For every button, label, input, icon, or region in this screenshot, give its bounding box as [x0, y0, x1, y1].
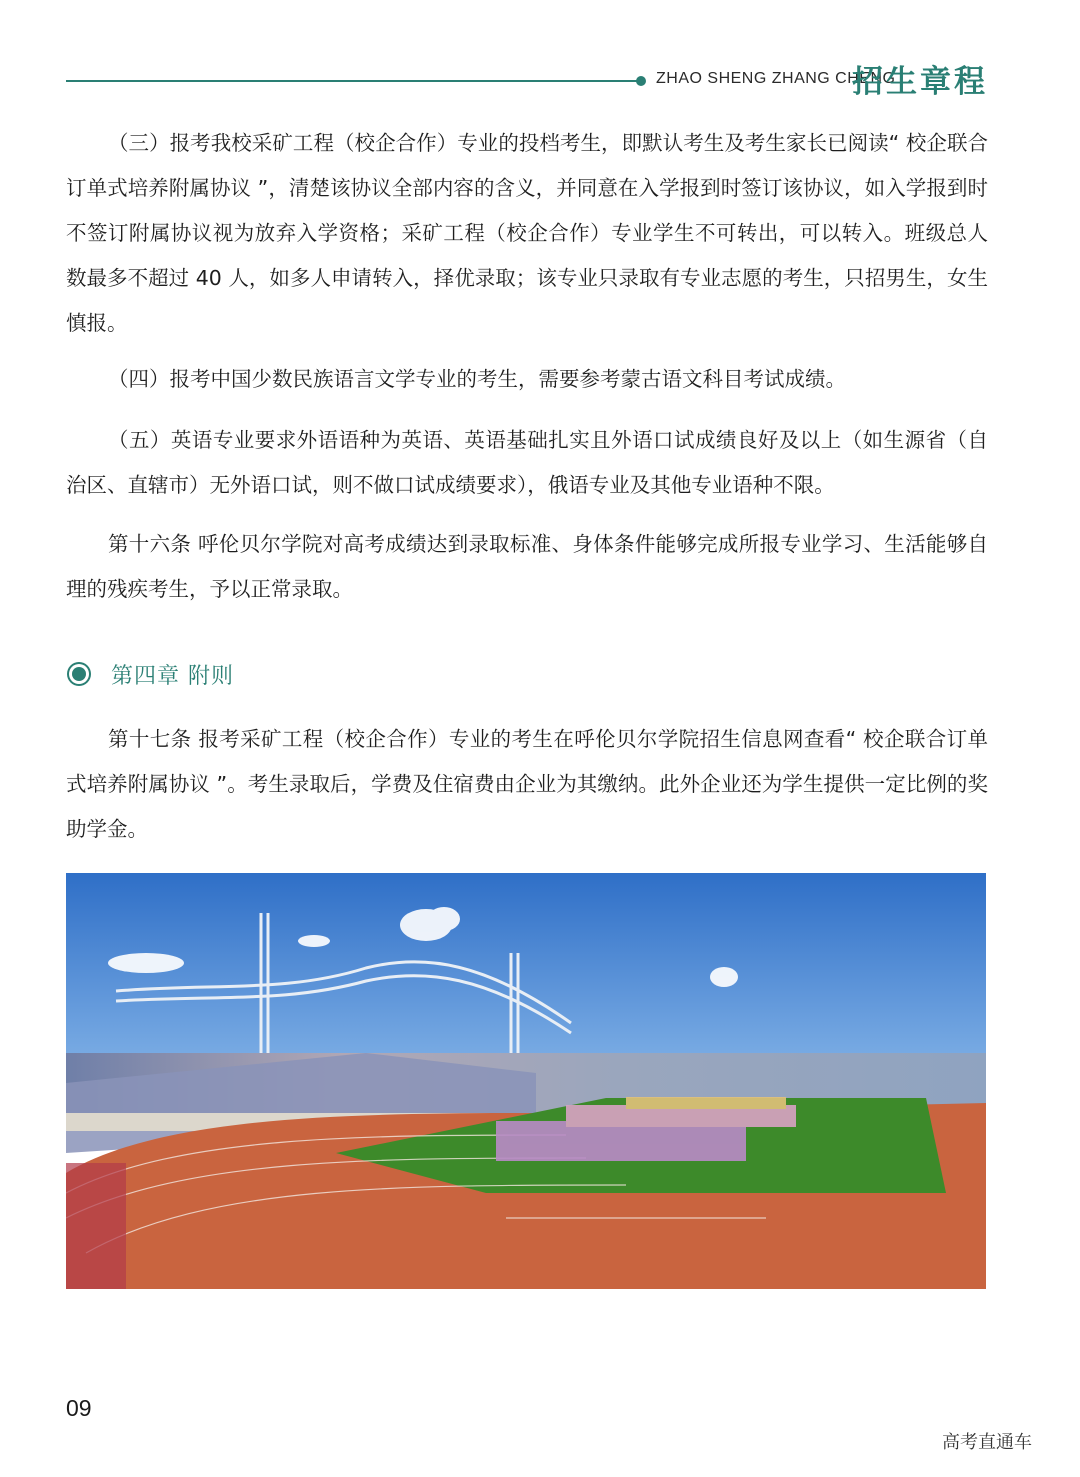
- header-dot-icon: [636, 76, 646, 86]
- sky: [66, 873, 986, 1073]
- paragraph-item-4: （四）报考中国少数民族语言文学专业的考生，需要参考蒙古语文科目考试成绩。: [108, 367, 846, 391]
- header-title: 招生章程: [852, 64, 988, 100]
- header-rule: [66, 80, 638, 82]
- chapter-title: 第四章 附则: [111, 663, 234, 689]
- left-crowd: [66, 1163, 126, 1289]
- paragraph-item-5: （五）英语专业要求外语语种为英语、英语基础扎实且外语口试成绩良好及以上（如生源省（自治区、直辖市）无外语口试，则不做口试成绩要求），俄语专业及其他专业语种不限。: [66, 428, 988, 497]
- header-pinyin: ZHAO SHENG ZHANG CHENG: [656, 70, 896, 87]
- paragraph-item-3: （三）报考我校采矿工程（校企合作）专业的投档考生，即默认考生及考生家长已阅读“ 校企联合订单式培养附属协议 ”，清楚该协议全部内容的含义，并同意在入学报到时签订该协议，如入学报到时不签订附属协议视为放弃入学资格；采矿工程（校企合作）专业学生不可转出，可以转入。班级总人数最多不超过 40 人，如多人申请转入，择优录取；该专业只录取有专业志愿的考生，只招男生，女生慎报。: [66, 131, 988, 335]
- page-number: 09: [66, 1395, 92, 1421]
- watermark: 高考直通车: [942, 1432, 1032, 1453]
- paragraph-article-17: 第十七条 报考采矿工程（校企合作）专业的考生在呼伦贝尔学院招生信息网查看“ 校企联合订单式培养附属协议 ”。考生录取后，学费及住宿费由企业为其缴纳。此外企业还为学生提供一定比例的奖助学金。: [66, 727, 988, 841]
- stadium-photo: [66, 873, 986, 1289]
- chapter-heading: [66, 652, 234, 696]
- paragraph-article-16: 第十六条 呼伦贝尔学院对高考成绩达到录取标准、身体条件能够完成所报专业学习、生活能够自理的残疾考生，予以正常录取。: [66, 532, 988, 601]
- chapter-bullet-icon: [72, 667, 86, 681]
